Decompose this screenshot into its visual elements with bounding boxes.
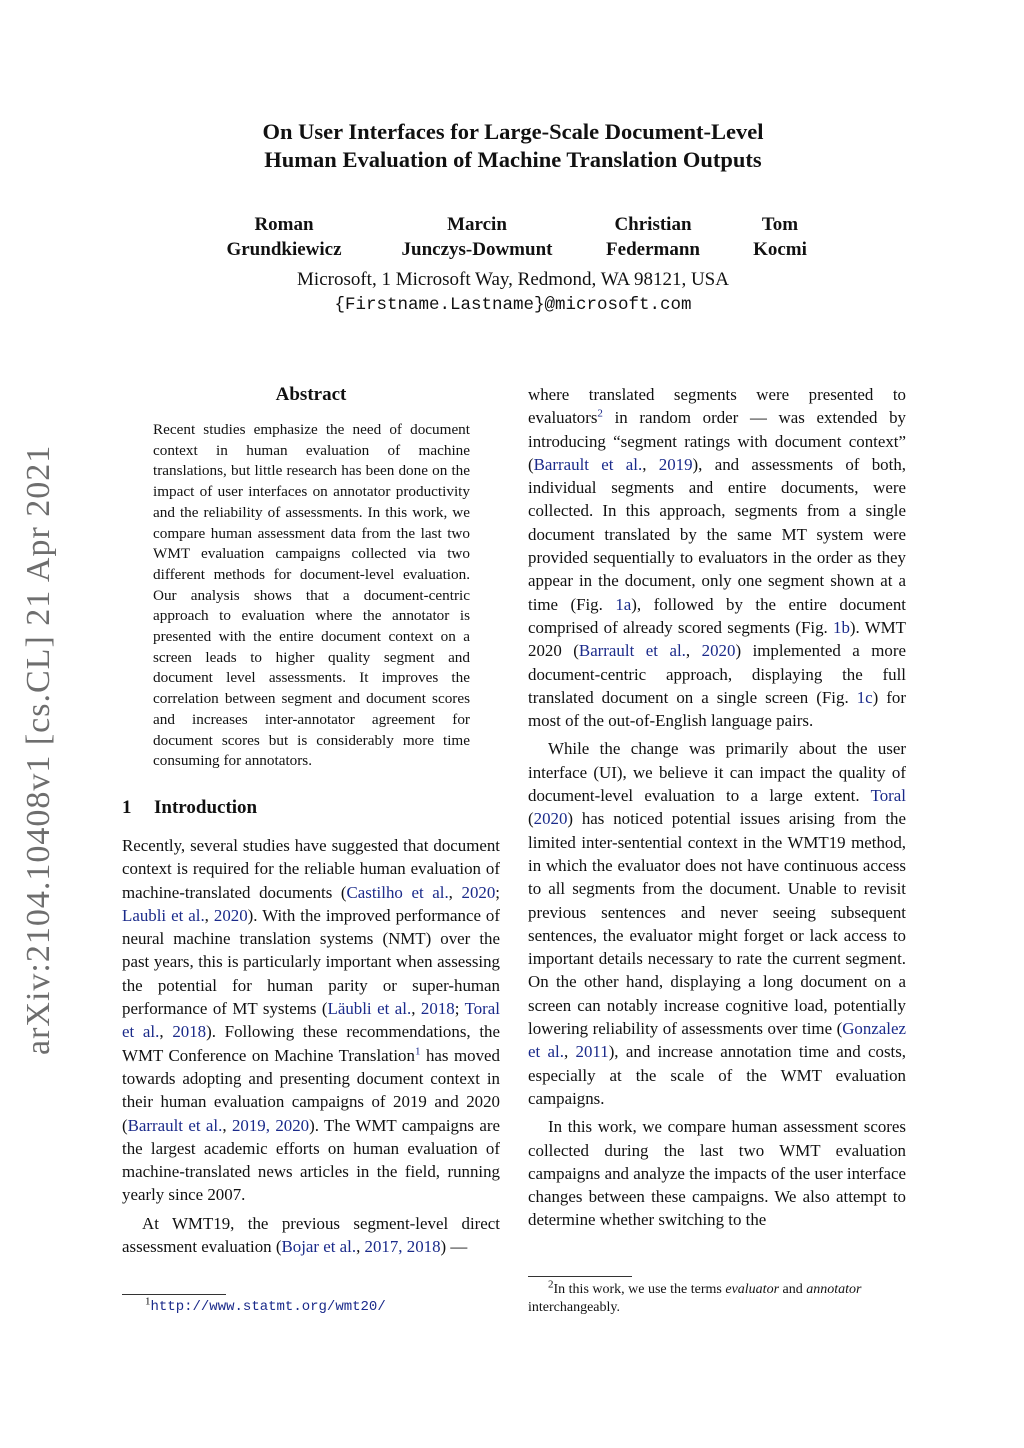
intro-paragraph-1: Recently, several studies have suggested that document context is required for the reliable human evaluation of machine-translated documents (Castilho et al., 2020; Laubli et al., 2020). With the improved performance of neural machine translation systems (NMT) over the past years, this is particularly important when assessing the potential for human parity or super-human performance of MT systems (Läubli et al., 2018; Toral et al., 2018). Following these recommendations, the WMT Conference on Machine Translation$^1$ has moved towards adopting and presenting document context in their human evaluation campaigns of 2019 and 2020 (Barrault et al., 2019, 2020). The WMT campaigns are the largest academic efforts on human evaluation of machine-translated news articles in the field, running yearly since 2007. [122,835,501,1205]
affiliation-block [120,268,906,317]
figure-ref-1c[interactable]: 1c [856,687,873,707]
author-4: Tom Kocmi [753,214,807,260]
paper-title [120,118,906,174]
citation-laubli-2020[interactable]: Laubli et al. [122,905,205,925]
right-paragraph-1: where translated segments were presented to evaluators$^2$ in random order — was extended by introducing “segment ratings with document context” (Barrault et al., 2019), and assessments of both, individual segments and entire documents, were collected. In this approach, segments from a single document translated by the same MT system were provided sequentially to evaluators in the order as they appear in the document, only one segment shown at a time (Fig. 1a), followed by the entire document comprised of already scored segments (Fig. 1b). WMT 2020 (Barrault et al., 2020) implemented a more document-centric approach, displaying the full translated document on a single screen (Fig. 1c) for most of the out-of-English language pairs. [528,385,907,731]
figure-ref-1a[interactable]: 1a [615,594,632,614]
citation-barrault-2020-year[interactable]: 2020 [701,641,736,661]
author-1: Roman Grundkiewicz [226,214,342,260]
author-list [120,212,906,264]
citation-toral-2020[interactable]: Toral [870,786,906,806]
author-email: {Firstname.Lastname}@microsoft.com [334,295,692,315]
section-title: Introduction [154,796,258,818]
affiliation: Microsoft, 1 Microsoft Way, Redmond, WA 98121, USA [297,269,729,290]
footnote-1: $^1$http://www.statmt.org/wmt20/ [145,1295,386,1315]
title-block [120,118,906,315]
title-line-2: Human Evaluation of Machine Translation Outputs [264,147,762,172]
left-column [122,383,500,1258]
citation-castilho[interactable]: Castilho et al. [346,882,449,902]
citation-gonzalez-year[interactable]: 2011 [575,1042,609,1062]
citation-bojar-years[interactable]: 2017, 2018 [364,1237,441,1256]
citation-barrault-2019[interactable]: Barrault et al. [533,454,643,474]
citation-laubli-2020-year[interactable]: 2020 [213,905,248,925]
citation-gonzalez[interactable]: Gonzalez et al. [528,1019,906,1062]
right-column [528,383,906,1232]
title-line-1: On User Interfaces for Large-Scale Document-Level [262,119,764,144]
citation-laubli-2018-year[interactable]: 2018 [420,999,455,1019]
footnote-rule-right [528,1276,632,1277]
abstract-text: Recent studies emphasize the need of document context in human evaluation of machine translations, but little research has been done on the impact of user interfaces on annotator productivity and the reliability of assessments. In this work, we compare human assessment data from the last two WMT evaluation campaigns collected via two different methods for document-level evaluation. Our analysis shows that a document-centric approach to evaluation where the annotator is presented with the entire document context on a screen leads to higher quality segment and document level assessments. It improves the correlation between segment and document scores and increases inter-annotator agreement for document scores but is considerably more time consuming for annotators. [153,421,470,770]
citation-bojar[interactable]: Bojar et al. [281,1237,357,1256]
footnote-2: $^2$In this work, we use the terms evaluator and annotator interchangeably. [528,1278,862,1315]
intro-paragraph-2: At WMT19, the previous segment-level direct assessment evaluation (Bojar et al., 2017, 2018) — [122,1213,500,1256]
figure-ref-1b[interactable]: 1b [833,617,850,637]
citation-barrault[interactable]: Barrault et al. [127,1115,223,1135]
footnote-1-link[interactable]: http://www.statmt.org/wmt20/ [150,1299,386,1315]
footnote-rule-left [122,1294,226,1295]
footnote-ref-1[interactable]: 1 [414,1045,421,1057]
arxiv-stamp: arXiv:2104.10408v1 [cs.CL] 21 Apr 2021 [20,444,57,1055]
citation-toral-2018-year[interactable]: 2018 [172,1022,207,1042]
citation-barrault-2019-year[interactable]: 2019 [658,454,693,474]
author-2: Marcin Junczys-Dowmunt [401,214,553,260]
right-paragraph-2: While the change was primarily about the user interface (UI), we believe it can impact the quality of document-level evaluation to a large extent. Toral (2020) has noticed potential issues arising from the limited inter-sentential context in the WMT19 method, in which the evaluator does not have continuous access to all segments from the document. Unable to revisit previous sentences and never seeing subsequent sentences, the evaluator might forget or lack access to important details necessary to rate the current segment. On the other hand, displaying a long document on a screen can notably increase cognitive load, potentially lowering reliability of assessments over time (Gonzalez et al., 2011), and increase annotation time and costs, especially at the scale of the WMT evaluation campaigns. [528,739,907,1108]
section-number: 1 [122,796,132,818]
citation-toral-2020-year[interactable]: 2020 [533,809,568,829]
author-3: Christian Federmann [606,214,700,260]
abstract-heading: Abstract [275,384,347,405]
citation-barrault-years[interactable]: 2019, 2020 [231,1115,310,1135]
citation-barrault-2020[interactable]: Barrault et al. [578,641,686,661]
citation-laubli-2018[interactable]: Läubli et al. [327,999,412,1019]
right-paragraph-3: In this work, we compare human assessment scores collected during the last two WMT evaluation campaigns and analyze the impacts of the user interface changes between these campaigns. We also attempt to determine whether switching to the [528,1117,906,1230]
citation-castilho-year[interactable]: 2020 [461,882,496,902]
citation-toral-2018[interactable]: Toral et al. [122,999,500,1042]
footnote-ref-2[interactable]: 2 [597,407,603,420]
section-heading-introduction [122,796,500,820]
